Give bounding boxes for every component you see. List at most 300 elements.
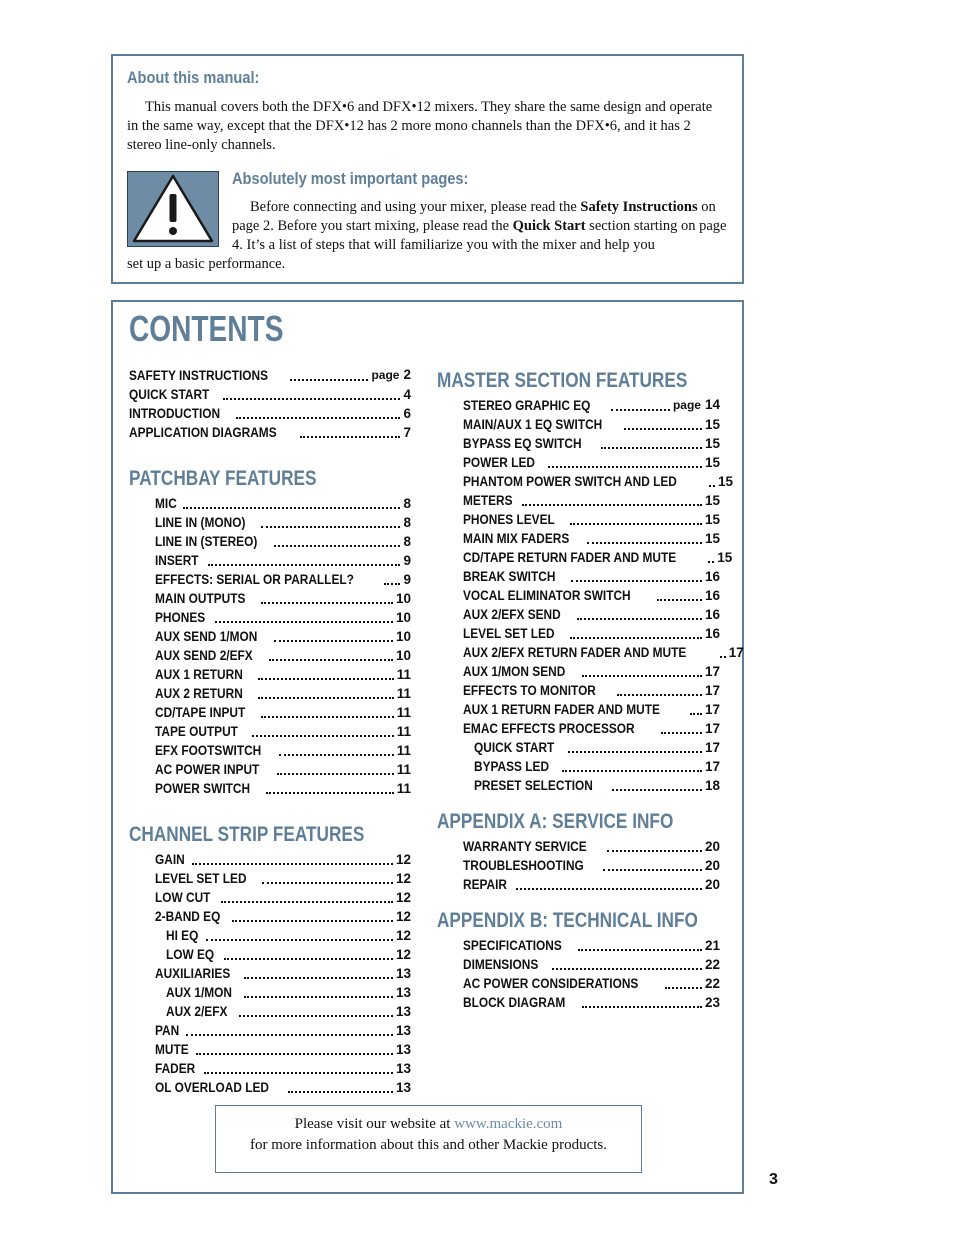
- toc-entry-label: INTRODUCTION: [129, 406, 221, 421]
- toc-page-number: 4: [403, 387, 411, 402]
- toc-entry-page: [396, 850, 411, 869]
- toc-entry-page: [396, 1002, 411, 1021]
- toc-entry: [437, 719, 720, 738]
- toc-entry-page: [718, 472, 733, 491]
- toc-page-number: 8: [403, 534, 411, 549]
- toc-page-number: 8: [403, 515, 411, 530]
- toc-entry-label: AUX 2/EFX SEND: [463, 607, 561, 622]
- toc-entry-label: MAIN/AUX 1 EQ SWITCH: [463, 417, 603, 432]
- toc-entry-label: AC POWER CONSIDERATIONS: [463, 976, 639, 991]
- toc-leader-dots: [568, 751, 702, 753]
- toc-entry-page: [396, 646, 411, 665]
- toc-leader-dots: [244, 996, 393, 998]
- toc-entry-label: AUX 1 RETURN: [155, 667, 243, 682]
- toc-entry-page: [705, 681, 720, 700]
- toc-entry: [129, 627, 411, 646]
- toc-leader-dots: [552, 968, 702, 970]
- toc-entry-page: [371, 365, 411, 385]
- important-pages-heading: Absolutely most important pages:: [232, 169, 469, 188]
- toc-entry-page: [396, 1021, 411, 1040]
- toc-entry-page: [705, 434, 720, 453]
- toc-page-number: 15: [704, 436, 720, 451]
- toc-page-number: 15: [718, 474, 734, 489]
- toc-heading-patchbay: PATCHBAY FEATURES: [129, 467, 317, 490]
- toc-page-number: 11: [396, 724, 411, 739]
- toc-entry-label: LOW EQ: [166, 947, 215, 962]
- toc-leader-dots: [570, 523, 702, 525]
- toc-leader-dots: [582, 675, 702, 677]
- toc-page-number: 11: [396, 762, 411, 777]
- toc-page-number: 13: [395, 1042, 411, 1057]
- warning-triangle-icon: [127, 171, 219, 247]
- toc-entry: [129, 1021, 411, 1040]
- toc-entry: [129, 850, 411, 869]
- toc-entry: [437, 548, 733, 567]
- toc-entry-label: DIMENSIONS: [463, 957, 539, 972]
- toc-entry-page: [705, 837, 720, 856]
- toc-page-number: 16: [704, 626, 720, 641]
- toc-leader-dots: [274, 640, 393, 642]
- toc-entry: [129, 589, 411, 608]
- toc-entry-label: TAPE OUTPUT: [155, 724, 238, 739]
- toc-entry-page: [396, 983, 411, 1002]
- toc-entry-page: [403, 423, 411, 442]
- toc-entry-page: [396, 964, 411, 983]
- toc-heading-appendix-a: APPENDIX A: SERVICE INFO: [437, 810, 674, 833]
- toc-entry-page: [705, 529, 720, 548]
- toc-leader-dots: [611, 409, 670, 411]
- toc-entry: [129, 869, 411, 888]
- toc-entry: [129, 703, 411, 722]
- toc-left-column: [129, 366, 411, 1097]
- toc-leader-dots: [657, 599, 702, 601]
- toc-entry-page: [705, 738, 720, 757]
- toc-entry-label: AUX SEND 2/EFX: [155, 648, 253, 663]
- toc-entry-label: AUX SEND 1/MON: [155, 629, 258, 644]
- toc-page-number: 15: [717, 550, 733, 565]
- toc-entry-page: [397, 722, 411, 741]
- toc-leader-dots: [261, 716, 394, 718]
- important-pages-text: Before connecting and using your mixer, please read the Safety Instructions on page 2. Before you start mixing, please read the Quick Start section starting on page 4. It’s a list of steps that will familiarize you with the mixer and help you: [232, 199, 727, 253]
- toc-entry-page: [396, 1040, 411, 1059]
- toc-leader-dots: [208, 564, 401, 566]
- toc-entry: [437, 586, 720, 605]
- toc-entry-page: [705, 875, 720, 894]
- toc-leader-dots: [236, 417, 401, 419]
- toc-entry: [437, 491, 720, 510]
- toc-entry-label: PHANTOM POWER SWITCH AND LED: [463, 474, 677, 489]
- toc-page-number: 15: [704, 493, 720, 508]
- toc-page-number: 22: [704, 957, 720, 972]
- toc-entry-label: LEVEL SET LED: [155, 871, 247, 886]
- toc-entry: [437, 700, 720, 719]
- toc-entry: [129, 366, 411, 385]
- toc-page-number: 15: [704, 531, 720, 546]
- toc-leader-dots: [288, 1091, 393, 1093]
- toc-page-number: 11: [396, 667, 411, 682]
- toc-entry-page: [396, 608, 411, 627]
- toc-entry-label: STEREO GRAPHIC EQ: [463, 398, 591, 413]
- toc-leader-dots: [279, 754, 394, 756]
- toc-entry-label: POWER LED: [463, 455, 535, 470]
- toc-page-number: 17: [704, 740, 720, 755]
- toc-page-number: 17: [728, 645, 744, 660]
- toc-entry-label: PRESET SELECTION: [474, 778, 593, 793]
- toc-entry-label: APPLICATION DIAGRAMS: [129, 425, 277, 440]
- toc-entry: [437, 510, 720, 529]
- toc-entry-page: [397, 760, 411, 779]
- about-text: This manual covers both the DFX•6 and DFX•12 mixers. They share the same design and operate in the same way, except that the DFX•12 has 2 more mono channels than the DFX•6, and it has 2 stereo line-only channels.: [127, 99, 713, 153]
- toc-entry-page: [705, 776, 720, 795]
- toc-page-number: 15: [704, 512, 720, 527]
- toc-entry-page: [403, 570, 411, 589]
- toc-entry-label: OL OVERLOAD LED: [155, 1080, 269, 1095]
- toc-entry: [129, 608, 411, 627]
- page-number: 3: [769, 1171, 778, 1188]
- toc-entry-label: MUTE: [155, 1042, 189, 1057]
- toc-entry-label: AC POWER INPUT: [155, 762, 260, 777]
- toc-page-number: 13: [395, 1023, 411, 1038]
- toc-entry: [129, 779, 411, 798]
- toc-entry-label: AUX 2/EFX RETURN FADER AND MUTE: [463, 645, 687, 660]
- toc-entry-page: [705, 974, 720, 993]
- toc-entry-label: PHONES: [155, 610, 206, 625]
- toc-entry: [129, 513, 411, 532]
- toc-entry-label: GAIN: [155, 852, 185, 867]
- toc-page-number: 17: [704, 683, 720, 698]
- toc-entry-label: QUICK START: [129, 387, 210, 402]
- toc-page-number: 2: [403, 367, 411, 382]
- toc-leader-dots: [690, 713, 702, 715]
- toc-entry-label: LINE IN (STEREO): [155, 534, 258, 549]
- toc-entry-page: [729, 643, 744, 662]
- toc-entry: [437, 453, 720, 472]
- toc-entry-page: [396, 907, 411, 926]
- toc-leader-dots: [384, 583, 400, 585]
- toc-entry: [129, 964, 411, 983]
- toc-entry-page: [403, 551, 411, 570]
- toc-heading-master: MASTER SECTION FEATURES: [437, 369, 688, 392]
- toc-leader-dots: [570, 637, 702, 639]
- toc-leader-dots: [708, 561, 714, 563]
- toc-leader-dots: [516, 888, 702, 890]
- toc-page-number: 22: [704, 976, 720, 991]
- toc-entry-label: AUXILIARIES: [155, 966, 231, 981]
- toc-leader-dots: [196, 1053, 393, 1055]
- toc-entry: [437, 567, 720, 586]
- toc-entry: [129, 423, 411, 442]
- toc-entry-page: [396, 945, 411, 964]
- toc-entry-page: [397, 703, 411, 722]
- toc-leader-dots: [261, 602, 393, 604]
- toc-entry-page: [396, 627, 411, 646]
- toc-leader-dots: [258, 678, 394, 680]
- toc-entry: [129, 385, 411, 404]
- toc-leader-dots: [548, 466, 702, 468]
- toc-entry-page: [397, 741, 411, 760]
- toc-entry: [437, 662, 720, 681]
- toc-page-number: 17: [704, 664, 720, 679]
- toc-leader-dots: [577, 618, 702, 620]
- toc-entry-page: [396, 1059, 411, 1078]
- toc-entry: [437, 955, 720, 974]
- toc-entry-page: [403, 513, 411, 532]
- toc-leader-dots: [612, 789, 702, 791]
- toc-entry: [129, 1040, 411, 1059]
- website-link[interactable]: www.mackie.com: [454, 1116, 563, 1132]
- toc-entry: [437, 856, 720, 875]
- toc-entry-page: [705, 719, 720, 738]
- toc-entry-label: MAIN OUTPUTS: [155, 591, 246, 606]
- toc-entry: [437, 396, 720, 415]
- toc-entry: [129, 1078, 411, 1097]
- toc-entry-page: [717, 548, 732, 567]
- toc-entry-page: [397, 779, 411, 798]
- toc-entry-label: BYPASS EQ SWITCH: [463, 436, 582, 451]
- toc-entry-label: MAIN MIX FADERS: [463, 531, 570, 546]
- toc-leader-dots: [720, 656, 726, 658]
- toc-entry-label: LEVEL SET LED: [463, 626, 555, 641]
- toc-entry-page: [396, 869, 411, 888]
- toc-entry-page: [397, 684, 411, 703]
- toc-entry-label: AUX 1/MON: [166, 985, 233, 1000]
- toc-page-number: 11: [396, 743, 411, 758]
- toc-page-number: 17: [704, 702, 720, 717]
- toc-entry-label: POWER SWITCH: [155, 781, 251, 796]
- toc-entry: [437, 837, 720, 856]
- toc-entry-page: [396, 589, 411, 608]
- toc-entry-page: [705, 955, 720, 974]
- safety-instructions-ref: Safety Instructions: [580, 199, 698, 215]
- toc-leader-dots: [617, 694, 702, 696]
- toc-page-number: 20: [704, 877, 720, 892]
- toc-right-column: [437, 366, 744, 1012]
- toc-entry-page: [397, 665, 411, 684]
- toc-entry-page: [396, 926, 411, 945]
- toc-page-number: 20: [704, 839, 720, 854]
- toc-leader-dots: [224, 958, 393, 960]
- toc-entry: [437, 472, 734, 491]
- toc-page-number: 11: [396, 686, 411, 701]
- toc-entry-page: [403, 404, 411, 423]
- toc-master-items: [437, 396, 744, 795]
- toc-entry-label: EFX FOOTSWITCH: [155, 743, 262, 758]
- toc-entry-page: [705, 757, 720, 776]
- toc-page-number: 20: [704, 858, 720, 873]
- toc-entry-page: [705, 491, 720, 510]
- toc-entry-label: PHONES LEVEL: [463, 512, 555, 527]
- toc-entry-label: AUX 2/EFX: [166, 1004, 228, 1019]
- toc-leader-dots: [582, 1006, 702, 1008]
- toc-entry: [129, 722, 411, 741]
- toc-entry-page: [705, 453, 720, 472]
- quick-start-ref: Quick Start: [512, 218, 586, 234]
- toc-entry-page: [705, 936, 720, 955]
- toc-leader-dots: [661, 732, 702, 734]
- toc-entry-label: AUX 2 RETURN: [155, 686, 243, 701]
- toc-entry: [437, 415, 720, 434]
- toc-page-number: 13: [395, 1061, 411, 1076]
- toc-leader-dots: [603, 869, 702, 871]
- toc-page-number: 13: [395, 985, 411, 1000]
- contents-box: [111, 300, 744, 1194]
- toc-entry-label: REPAIR: [463, 877, 508, 892]
- toc-entry-label: QUICK START: [474, 740, 555, 755]
- toc-page-number: 6: [403, 406, 411, 421]
- toc-entry: [129, 983, 411, 1002]
- toc-entry: [129, 551, 411, 570]
- toc-entry-label: HI EQ: [166, 928, 199, 943]
- toc-entry-label: METERS: [463, 493, 513, 508]
- toc-page-number: 13: [395, 966, 411, 981]
- toc-entry-page: [705, 605, 720, 624]
- toc-entry: [129, 570, 411, 589]
- toc-entry-page: [403, 385, 411, 404]
- toc-entry-label: MIC: [155, 496, 177, 511]
- toc-entry-page: [705, 567, 720, 586]
- toc-leader-dots: [223, 398, 400, 400]
- toc-leader-dots: [290, 379, 368, 381]
- toc-entry-label: BYPASS LED: [474, 759, 550, 774]
- toc-patchbay-items: [129, 494, 411, 798]
- toc-entry-page: [403, 532, 411, 551]
- toc-page-number: 8: [403, 496, 411, 511]
- toc-entry: [129, 741, 411, 760]
- toc-page-number: 12: [395, 909, 411, 924]
- toc-leader-dots: [239, 1015, 393, 1017]
- toc-entry-label: EMAC EFFECTS PROCESSOR: [463, 721, 635, 736]
- toc-entry: [437, 738, 720, 757]
- toc-entry: [437, 643, 744, 662]
- toc-leader-dots: [522, 504, 702, 506]
- toc-page-number: 11: [396, 705, 411, 720]
- toc-page-number: 16: [704, 588, 720, 603]
- toc-entry-label: AUX 1/MON SEND: [463, 664, 566, 679]
- toc-entry-label: AUX 1 RETURN FADER AND MUTE: [463, 702, 660, 717]
- website-notice-line2: for more information about this and other Mackie products.: [250, 1137, 607, 1153]
- toc-leader-dots: [587, 542, 702, 544]
- toc-page-number: 10: [395, 591, 411, 606]
- toc-entry-page: [673, 395, 720, 415]
- toc-entry-page: [396, 888, 411, 907]
- toc-entry-label: SAFETY INSTRUCTIONS: [129, 368, 269, 383]
- toc-page-number: 7: [403, 425, 411, 440]
- important-pages-text-tail: set up a basic performance.: [127, 256, 286, 272]
- toc-page-number: 10: [395, 648, 411, 663]
- toc-entry-page: [705, 624, 720, 643]
- toc-page-number: 12: [395, 890, 411, 905]
- toc-leader-dots: [624, 428, 702, 430]
- toc-leader-dots: [186, 1034, 393, 1036]
- toc-leader-dots: [562, 770, 702, 772]
- toc-entry: [437, 974, 720, 993]
- toc-leader-dots: [183, 507, 401, 509]
- toc-entry-label: 2-BAND EQ: [155, 909, 221, 924]
- toc-leader-dots: [262, 882, 393, 884]
- toc-leader-dots: [261, 526, 401, 528]
- toc-entry: [437, 776, 720, 795]
- toc-page-word: page: [371, 368, 400, 382]
- toc-entry-label: TROUBLESHOOTING: [463, 858, 584, 873]
- toc-page-number: 18: [704, 778, 720, 793]
- toc-entry-label: VOCAL ELIMINATOR SWITCH: [463, 588, 631, 603]
- toc-page-number: 16: [704, 569, 720, 584]
- toc-entry: [437, 875, 720, 894]
- toc-entry-label: SPECIFICATIONS: [463, 938, 562, 953]
- toc-entry-label: BLOCK DIAGRAM: [463, 995, 566, 1010]
- toc-entry: [437, 529, 720, 548]
- toc-entry-page: [705, 993, 720, 1012]
- toc-page-number: 15: [704, 455, 720, 470]
- toc-leader-dots: [192, 863, 393, 865]
- toc-leader-dots: [571, 580, 702, 582]
- toc-page-number: 15: [704, 417, 720, 432]
- toc-leader-dots: [258, 697, 394, 699]
- toc-entry: [437, 757, 720, 776]
- toc-entry: [129, 404, 411, 423]
- toc-page-number: 9: [403, 553, 411, 568]
- toc-leader-dots: [215, 621, 393, 623]
- toc-entry-page: [705, 662, 720, 681]
- toc-page-number: 11: [396, 781, 411, 796]
- toc-leader-dots: [266, 792, 394, 794]
- toc-entry-label: FADER: [155, 1061, 196, 1076]
- toc-page-number: 17: [704, 759, 720, 774]
- toc-entry: [437, 936, 720, 955]
- toc-page-number: 12: [395, 852, 411, 867]
- toc-appendix-b-items: [437, 936, 720, 1012]
- toc-leader-dots: [709, 485, 715, 487]
- toc-heading-channel-strip: CHANNEL STRIP FEATURES: [129, 823, 365, 846]
- toc-entry-label: EFFECTS: SERIAL OR PARALLEL?: [155, 572, 354, 587]
- toc-entry-page: [705, 586, 720, 605]
- toc-entry: [129, 684, 411, 703]
- toc-leader-dots: [252, 735, 393, 737]
- toc-entry-label: LOW CUT: [155, 890, 211, 905]
- toc-top-items: [129, 366, 411, 442]
- toc-page-number: 9: [403, 572, 411, 587]
- toc-page-number: 13: [395, 1004, 411, 1019]
- toc-page-number: 17: [704, 721, 720, 736]
- toc-leader-dots: [232, 920, 393, 922]
- toc-leader-dots: [578, 949, 702, 951]
- toc-entry: [437, 434, 720, 453]
- toc-entry-label: BREAK SWITCH: [463, 569, 556, 584]
- toc-page-number: 12: [395, 947, 411, 962]
- toc-entry-label: INSERT: [155, 553, 199, 568]
- toc-entry-label: LINE IN (MONO): [155, 515, 246, 530]
- toc-entry: [129, 494, 411, 513]
- toc-entry: [129, 1059, 411, 1078]
- toc-page-word: page: [672, 398, 701, 412]
- toc-entry-page: [705, 415, 720, 434]
- toc-entry-label: CD/TAPE RETURN FADER AND MUTE: [463, 550, 677, 565]
- toc-entry: [129, 646, 411, 665]
- toc-entry: [437, 681, 720, 700]
- toc-entry-page: [705, 700, 720, 719]
- toc-entry: [129, 907, 411, 926]
- toc-page-number: 23: [704, 995, 720, 1010]
- toc-entry: [129, 760, 411, 779]
- toc-entry: [129, 1002, 411, 1021]
- toc-page-number: 21: [704, 938, 720, 953]
- toc-page-number: 12: [395, 928, 411, 943]
- toc-page-number: 10: [395, 610, 411, 625]
- toc-page-number: 16: [704, 607, 720, 622]
- toc-entry-label: EFFECTS TO MONITOR: [463, 683, 596, 698]
- toc-leader-dots: [665, 987, 702, 989]
- toc-entry-page: [403, 494, 411, 513]
